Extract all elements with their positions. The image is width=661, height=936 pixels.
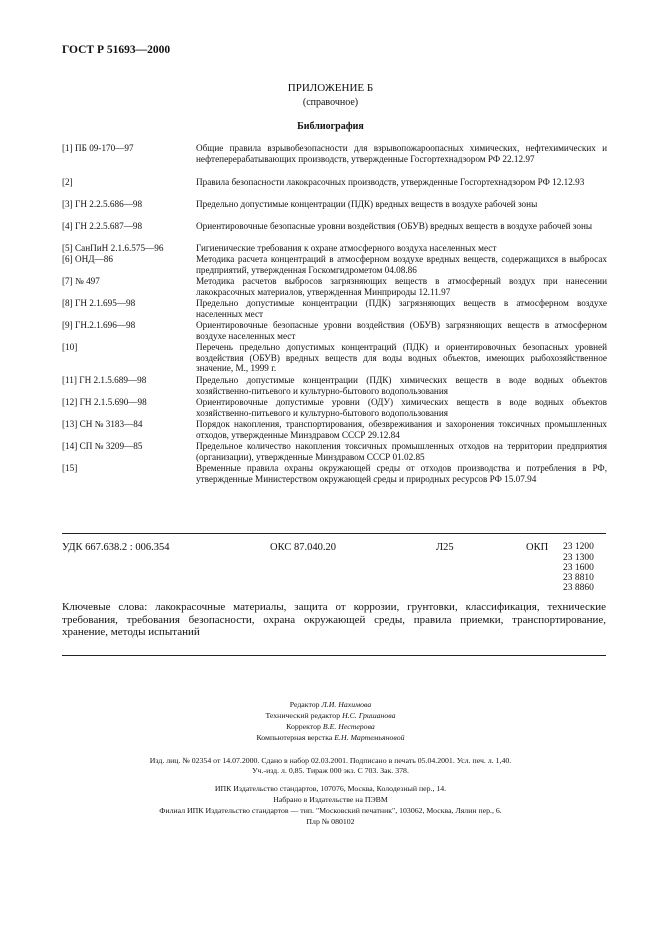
bibliography-item — [62, 441, 607, 462]
bibliography-item-number: [6] ОНД—86 — [62, 254, 113, 264]
bibliography-item-number: [3] ГН 2.2.5.686—98 — [62, 199, 143, 209]
bibliography-item — [62, 397, 607, 418]
divider — [62, 533, 606, 534]
layout-name: Е.Н. Мартемьяновой — [334, 733, 405, 742]
bibliography-item-number: [7] № 497 — [62, 276, 100, 286]
bibliography-item-number: [2] — [62, 177, 73, 187]
okp-label: ОКП — [526, 542, 549, 553]
bibliography-item — [62, 320, 607, 341]
bibliography-item — [62, 254, 607, 275]
document-code: ГОСТ Р 51693—2000 — [62, 44, 171, 56]
bibliography-item — [62, 298, 607, 319]
okp-code: 23 1300 — [563, 553, 594, 563]
bibliography-item-number: [13] СН № 3183—84 — [62, 419, 143, 429]
appendix-subtitle: (справочное) — [302, 97, 359, 108]
okp-code: 23 8860 — [563, 583, 594, 593]
bibliography-item-text: Правила безопасности лакокрасочных производств, утвержденные Госгортехнадзором РФ 12.12.93 — [196, 177, 585, 187]
l-code: Л25 — [436, 542, 454, 553]
layout-label: Компьютерная верстка — [256, 733, 333, 742]
udk-code: УДК 667.638.2 : 006.354 — [62, 542, 170, 553]
keywords: Ключевые слова: лакокрасочные материалы, защита от коррозии, грунтовки, классификация, технические требования, требования безопасности, охрана окружающей среды, правила приемки, транспортирование, хранение, методы испытаний — [62, 601, 606, 638]
bibliography-item-number: [9] ГН.2.1.696—98 — [62, 320, 136, 330]
credits-layout — [0, 733, 661, 743]
appendix-title: ПРИЛОЖЕНИЕ Б — [287, 82, 374, 94]
bibliography-item — [62, 221, 607, 232]
bibliography-item-text: Методика расчета концентраций в атмосферном воздухе вредных веществ, содержащихся в выбросах предприятий, утвержденная Госкомгидрометом 04.08.86 — [196, 254, 607, 275]
bibliography-title: Библиография — [297, 121, 364, 132]
tech-editor-label: Технический редактор — [265, 711, 341, 720]
bibliography-item-text: Предельно допустимые концентрации (ПДК) загрязняющих веществ в атмосферном воздухе населенных мест — [196, 298, 607, 319]
bibliography-item-text: Предельное количество накопления токсичных промышленных отходов на территории предприятия (организации), утвержденные Минздравом СССР 01.02.85 — [196, 441, 607, 462]
bibliography-item-text: Предельно допустимые концентрации (ПДК) химических веществ в воде водных объектов хозяйственно-питьевого и культурно-бытового водопользования — [196, 375, 607, 396]
editor-label: Редактор — [289, 700, 320, 709]
bibliography-item — [62, 177, 607, 188]
bibliography-item-text: Предельно допустимые концентрации (ПДК) вредных веществ в воздухе рабочей зоны — [196, 199, 538, 209]
bibliography-item-text: Общие правила взрывобезопасности для взрывопожароопасных химических, нефтехимических и нефтеперерабатывающих производств, утвержденные Госгортехнадзором РФ 22.12.97 — [196, 143, 607, 164]
imprint-line: Плр № 080102 — [306, 817, 355, 826]
editor-name: Л.И. Нахимова — [321, 700, 372, 709]
bibliography-item — [62, 243, 607, 254]
bibliography-item — [62, 419, 607, 440]
bibliography-item-text: Временные правила охраны окружающей среды от отходов производства и потребления в РФ, утвержденные Министерством окружающей среды и природных ресурсов РФ 15.07.94 — [196, 463, 607, 484]
okp-code-list — [563, 553, 594, 593]
bibliography-item-number: [4] ГН 2.2.5.687—98 — [62, 221, 143, 231]
bibliography-item-text: Ориентировочные допустимые уровни (ОДУ) химических веществ в воде водных объектов хозяйственно-питьевого и культурно-бытового водопользования — [196, 397, 607, 418]
divider — [62, 655, 606, 656]
bibliography-item — [62, 276, 607, 297]
bibliography-item-text: Ориентировочные безопасные уровни воздействия (ОБУВ) загрязняющих веществ в атмосферном воздухе населенных мест — [196, 320, 607, 341]
bibliography-item-text: Порядок накопления, транспортирования, обезвреживания и захоронения токсичных промышленных отходов, утвержденные Минздравом СССР 29.12.84 — [196, 419, 607, 440]
credits-corrector — [0, 722, 661, 732]
okp-code: 23 1600 — [563, 563, 594, 573]
bibliography-item-number: [14] СП № 3209—85 — [62, 441, 143, 451]
okp-code: 23 8810 — [563, 573, 594, 583]
bibliography-item-text: Гигиенические требования к охране атмосферного воздуха населенных мест — [196, 243, 497, 253]
corrector-label: Корректор — [286, 722, 321, 731]
credits-editor — [0, 700, 661, 710]
bibliography-item-text: Ориентировочные безопасные уровни воздействия (ОБУВ) вредных веществ в воздухе рабочей зоны — [196, 221, 593, 231]
bibliography-item — [62, 463, 607, 484]
imprint-line: Филиал ИПК Издательство стандартов — тип. "Московский печатник", 103062, Москва, Лялин пер., 6. — [159, 806, 502, 815]
credits-tech-editor — [0, 711, 661, 721]
bibliography-item-number: [15] — [62, 463, 78, 473]
bibliography-item-number: [1] ПБ 09-170—97 — [62, 143, 134, 153]
bibliography-item-number: [10] — [62, 342, 78, 352]
bibliography-item — [62, 143, 607, 164]
bibliography-item-number: [5] СанПиН 2.1.6.575—96 — [62, 243, 164, 253]
bibliography-item-number: [11] ГН 2.1.5.689—98 — [62, 375, 147, 385]
bibliography-item — [62, 342, 607, 374]
imprint-line: Изд. лиц. № 02354 от 14.07.2000. Сдано в набор 02.03.2001. Подписано в печать 05.04.2001. Усл. печ. л. 1,40. — [149, 756, 512, 765]
bibliography-item — [62, 199, 607, 210]
tech-editor-name: Н.С. Гришанова — [342, 711, 396, 720]
okp-code: 23 1200 — [563, 542, 594, 552]
bibliography-item-text: Перечень предельно допустимых концентраций (ПДК) и ориентировочных безопасных уровней воздействия (ОБУВ) вредных веществ для воды водных объектов, имеющих рыбохозяйственное значение, М., 1999 г. — [196, 342, 607, 373]
bibliography-item — [62, 375, 607, 396]
bibliography-item-text: Методика расчетов выбросов загрязняющих веществ в атмосферный воздух при нанесении лакокрасочных материалов, утвержденная Минприроды 12.11.97 — [196, 276, 607, 297]
imprint-line: Уч.-изд. л. 0,85. Тираж 000 экз. С 703. Зак. 378. — [252, 766, 409, 775]
bibliography-item-number: [12] ГН 2.1.5.690—98 — [62, 397, 147, 407]
imprint-line: ИПК Издательство стандартов, 107076, Москва, Колодезный пер., 14. — [214, 784, 447, 793]
bibliography-item-number: [8] ГН 2.1.695—98 — [62, 298, 136, 308]
corrector-name: В.Е. Нестерова — [322, 722, 375, 731]
imprint-line: Набрано в Издательстве на ПЭВМ — [273, 795, 388, 804]
oks-code: ОКС 87.040.20 — [270, 542, 336, 553]
